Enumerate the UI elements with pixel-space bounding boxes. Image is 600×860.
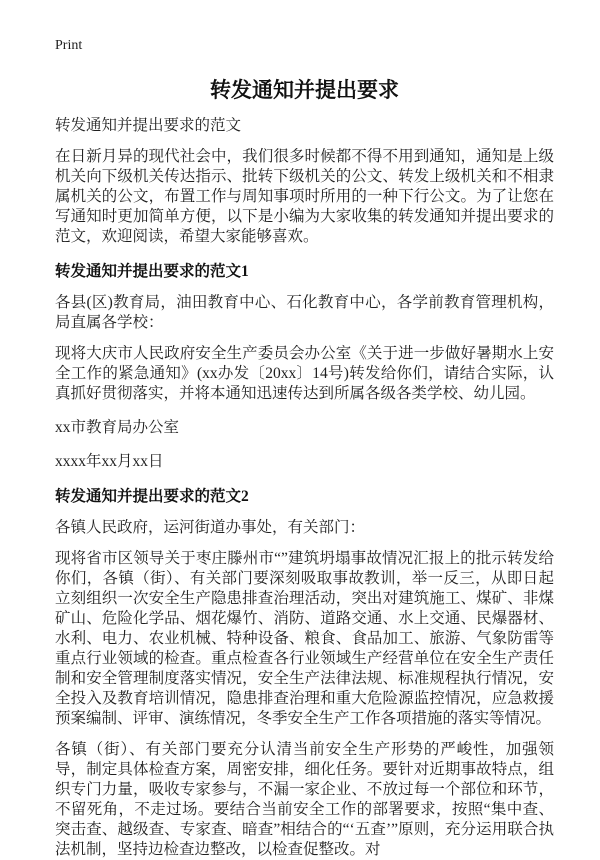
intro-paragraph: 在日新月异的现代社会中，我们很多时候都不得不用到通知，通知是上级机关向下级机关传达指示、批转下级机关的公文、转发上级机关和不相隶属机关的公文，布置工作与周知事项时所用的一种下行公文。为了让您在写通知时更加简单方便，以下是小编为大家收集的转发通知并提出要求的范文，欢迎阅读，希望大家能够喜欢。 [55, 148, 554, 245]
print-link[interactable]: Print [55, 38, 83, 53]
page-subtitle: 转发通知并提出要求的范文 [55, 117, 242, 134]
section-2-body-continued: 各镇（街）、有关部门要充分认清当前安全生产形势的严峻性，加强领导，制定具体检查方案，周密安排，细化任务。要针对近期事故特点，组织专门力量，吸收专家参与，不漏一家企业、不放过每一个部位和环节，不留死角，不走过场。要结合当前安全工作的部署要求，按照“集中查、突击查、越级查、专家查、暗查”相结合的“‘五查’”原则，充分运用联合执法机制，坚持边检查边整改，以检查促整改。对 [55, 741, 554, 858]
section-1-heading: 转发通知并提出要求的范文1 [55, 263, 249, 280]
section-sample-2 [55, 487, 554, 860]
section-sample-1 [55, 262, 554, 472]
section-1-body: 现将大庆市人民政府安全生产委员会办公室《关于进一步做好暑期水上安全工作的紧急通知》(xx办发〔20xx〕14号)转发给你们，请结合实际，认真抓好贯彻落实，并将本通知迅速传达到所属各级各类学校、幼儿园。 [55, 345, 554, 402]
section-2-salutation: 各镇人民政府，运河街道办事处，有关部门： [55, 519, 366, 536]
section-1-salutation: 各县(区)教育局，油田教育中心、石化教育中心，各学前教育管理机构，局直属各学校： [55, 294, 554, 331]
page-title: 转发通知并提出要求 [210, 78, 399, 102]
section-1-signature-date: xxxx年xx月xx日 [55, 453, 164, 470]
section-2-body: 现将省市区领导关于枣庄滕州市“”建筑坍塌事故情况汇报上的批示转发给你们，各镇（街）、有关部门要深刻吸取事故教训，举一反三，从即日起立刻组织一次安全生产隐患排查治理活动，突出对建筑施工、煤矿、非煤矿山、危险化学品、烟花爆竹、消防、道路交通、水上交通、民爆器材、水利、电力、农业机械、特种设备、粮食、食品加工、旅游、气象防雷等重点行业领域的检查。重点检查各行业领域生产经营单位在安全生产责任制和安全管理制度落实情况，安全生产法律法规、标准规程执行情况，安全投入及教育培训情况，隐患排查治理和重大危险源监控情况，应急救援预案编制、评审、演练情况，冬季安全生产工作各项措施的落实等情况。 [55, 550, 554, 727]
section-2-heading: 转发通知并提出要求的范文2 [55, 488, 249, 505]
section-1-signature-office: xx市教育局办公室 [55, 419, 180, 436]
